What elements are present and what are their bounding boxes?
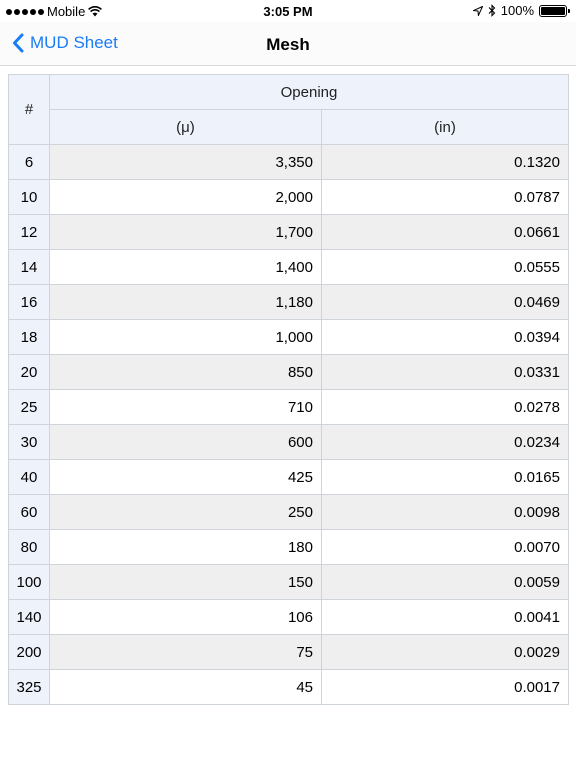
navigation-bar xyxy=(0,22,576,66)
header-mesh-number: # xyxy=(9,75,50,145)
mesh-number-cell: 40 xyxy=(9,460,50,495)
header-opening: Opening xyxy=(50,75,569,110)
table-row xyxy=(9,530,569,565)
table-row xyxy=(9,495,569,530)
opening-inches-cell: 0.0394 xyxy=(322,320,569,355)
opening-microns-cell: 1,180 xyxy=(50,285,322,320)
table-row xyxy=(9,355,569,390)
opening-microns-cell: 106 xyxy=(50,600,322,635)
carrier-name: Mobile xyxy=(47,4,86,19)
opening-microns-cell: 2,000 xyxy=(50,180,322,215)
opening-microns-cell: 1,700 xyxy=(50,215,322,250)
opening-inches-cell: 0.0098 xyxy=(322,495,569,530)
table-row xyxy=(9,215,569,250)
status-right xyxy=(473,3,570,18)
opening-inches-cell: 0.0555 xyxy=(322,250,569,285)
mesh-number-cell: 60 xyxy=(9,495,50,530)
opening-microns-cell: 180 xyxy=(50,530,322,565)
table-row xyxy=(9,635,569,670)
battery-icon xyxy=(539,5,567,17)
table-row xyxy=(9,320,569,355)
opening-microns-cell: 150 xyxy=(50,565,322,600)
opening-inches-cell: 0.0070 xyxy=(322,530,569,565)
opening-microns-cell: 45 xyxy=(50,670,322,705)
bluetooth-icon xyxy=(488,4,496,17)
opening-microns-cell: 1,000 xyxy=(50,320,322,355)
opening-inches-cell: 0.0041 xyxy=(322,600,569,635)
opening-microns-cell: 3,350 xyxy=(50,145,322,180)
status-bar xyxy=(0,0,576,22)
opening-inches-cell: 0.0278 xyxy=(322,390,569,425)
table-row xyxy=(9,670,569,705)
table-row xyxy=(9,250,569,285)
opening-inches-cell: 0.0331 xyxy=(322,355,569,390)
mesh-number-cell: 30 xyxy=(9,425,50,460)
mesh-number-cell: 18 xyxy=(9,320,50,355)
table-row xyxy=(9,180,569,215)
table-row xyxy=(9,425,569,460)
mesh-number-cell: 12 xyxy=(9,215,50,250)
opening-inches-cell: 0.1320 xyxy=(322,145,569,180)
opening-microns-cell: 710 xyxy=(50,390,322,425)
mesh-number-cell: 325 xyxy=(9,670,50,705)
opening-microns-cell: 75 xyxy=(50,635,322,670)
opening-microns-cell: 1,400 xyxy=(50,250,322,285)
table-row xyxy=(9,600,569,635)
mesh-rows xyxy=(9,145,569,705)
header-microns: (μ) xyxy=(50,110,322,145)
opening-inches-cell: 0.0661 xyxy=(322,215,569,250)
mesh-number-cell: 6 xyxy=(9,145,50,180)
location-arrow-icon xyxy=(473,6,483,16)
mesh-number-cell: 25 xyxy=(9,390,50,425)
mesh-number-cell: 14 xyxy=(9,250,50,285)
header-inches: (in) xyxy=(322,110,569,145)
mesh-number-cell: 10 xyxy=(9,180,50,215)
opening-microns-cell: 425 xyxy=(50,460,322,495)
table-row xyxy=(9,565,569,600)
opening-inches-cell: 0.0165 xyxy=(322,460,569,495)
mesh-number-cell: 16 xyxy=(9,285,50,320)
status-time: 3:05 PM xyxy=(263,4,313,19)
battery-percentage: 100% xyxy=(500,3,534,18)
opening-inches-cell: 0.0787 xyxy=(322,180,569,215)
table-row xyxy=(9,285,569,320)
opening-inches-cell: 0.0017 xyxy=(322,670,569,705)
opening-microns-cell: 600 xyxy=(50,425,322,460)
mesh-number-cell: 140 xyxy=(9,600,50,635)
mesh-number-cell: 20 xyxy=(9,355,50,390)
opening-inches-cell: 0.0059 xyxy=(322,565,569,600)
opening-inches-cell: 0.0234 xyxy=(322,425,569,460)
mesh-number-cell: 80 xyxy=(9,530,50,565)
table-row xyxy=(9,390,569,425)
mesh-number-cell: 100 xyxy=(9,565,50,600)
mesh-number-cell: 200 xyxy=(9,635,50,670)
opening-inches-cell: 0.0029 xyxy=(322,635,569,670)
opening-microns-cell: 850 xyxy=(50,355,322,390)
opening-microns-cell: 250 xyxy=(50,495,322,530)
table-row xyxy=(9,460,569,495)
mesh-table xyxy=(8,74,569,705)
page-title: Mesh xyxy=(266,35,310,54)
back-button-label: MUD Sheet xyxy=(30,33,118,52)
opening-inches-cell: 0.0469 xyxy=(322,285,569,320)
table-row xyxy=(9,145,569,180)
